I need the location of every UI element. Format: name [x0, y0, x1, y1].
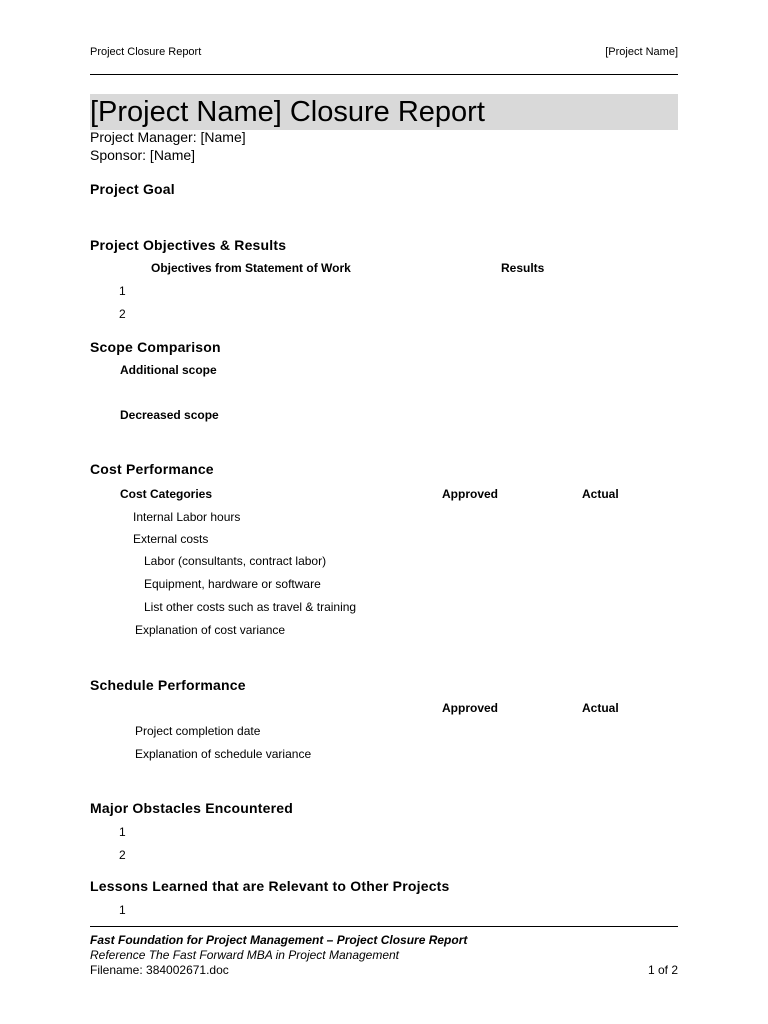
section-lessons: Lessons Learned that are Relevant to Other Projects — [90, 878, 450, 894]
cost-variance: Explanation of cost variance — [135, 623, 286, 637]
section-schedule: Schedule Performance — [90, 677, 246, 693]
additional-scope: Additional scope — [120, 363, 217, 377]
section-scope: Scope Comparison — [90, 339, 221, 355]
header-left: Project Closure Report — [90, 46, 202, 58]
schedule-variance: Explanation of schedule variance — [135, 747, 312, 761]
section-obstacles: Major Obstacles Encountered — [90, 800, 294, 816]
col-cost-actual: Actual — [582, 487, 619, 501]
objective-row: 2 — [119, 307, 126, 321]
cost-labor: Labor (consultants, contract labor) — [144, 554, 327, 568]
cost-other: List other costs such as travel & training — [144, 600, 357, 614]
col-schedule-approved: Approved — [442, 701, 499, 715]
header-rule — [90, 74, 678, 75]
cost-equipment: Equipment, hardware or software — [144, 577, 321, 591]
col-objectives: Objectives from Statement of Work — [151, 261, 351, 275]
col-results: Results — [501, 261, 545, 275]
footer-title: Fast Foundation for Project Management – Project Closure Report — [90, 933, 468, 947]
col-schedule-actual: Actual — [582, 701, 619, 715]
col-cost-approved: Approved — [442, 487, 499, 501]
header-right: [Project Name] — [605, 46, 678, 58]
col-cost-categories: Cost Categories — [120, 487, 213, 501]
obstacle-row: 1 — [119, 825, 126, 839]
section-project-goal: Project Goal — [90, 181, 175, 197]
sponsor: Sponsor: [Name] — [90, 147, 196, 163]
section-objectives: Project Objectives & Results — [90, 237, 287, 253]
schedule-completion-date: Project completion date — [135, 724, 261, 738]
page-title: [Project Name] Closure Report — [90, 96, 485, 128]
objective-row: 1 — [119, 284, 126, 298]
project-manager: Project Manager: [Name] — [90, 129, 246, 145]
footer-rule — [90, 926, 678, 927]
footer-reference: Reference The Fast Forward MBA in Project Management — [90, 948, 400, 962]
page-number: 1 of 2 — [647, 963, 678, 977]
cost-internal-labor: Internal Labor hours — [133, 510, 241, 524]
cost-external: External costs — [133, 532, 209, 546]
obstacle-row: 2 — [119, 848, 126, 862]
decreased-scope: Decreased scope — [120, 408, 219, 422]
footer-filename: Filename: 384002671.doc — [90, 963, 229, 977]
section-cost: Cost Performance — [90, 461, 214, 477]
lesson-row: 1 — [119, 903, 126, 917]
